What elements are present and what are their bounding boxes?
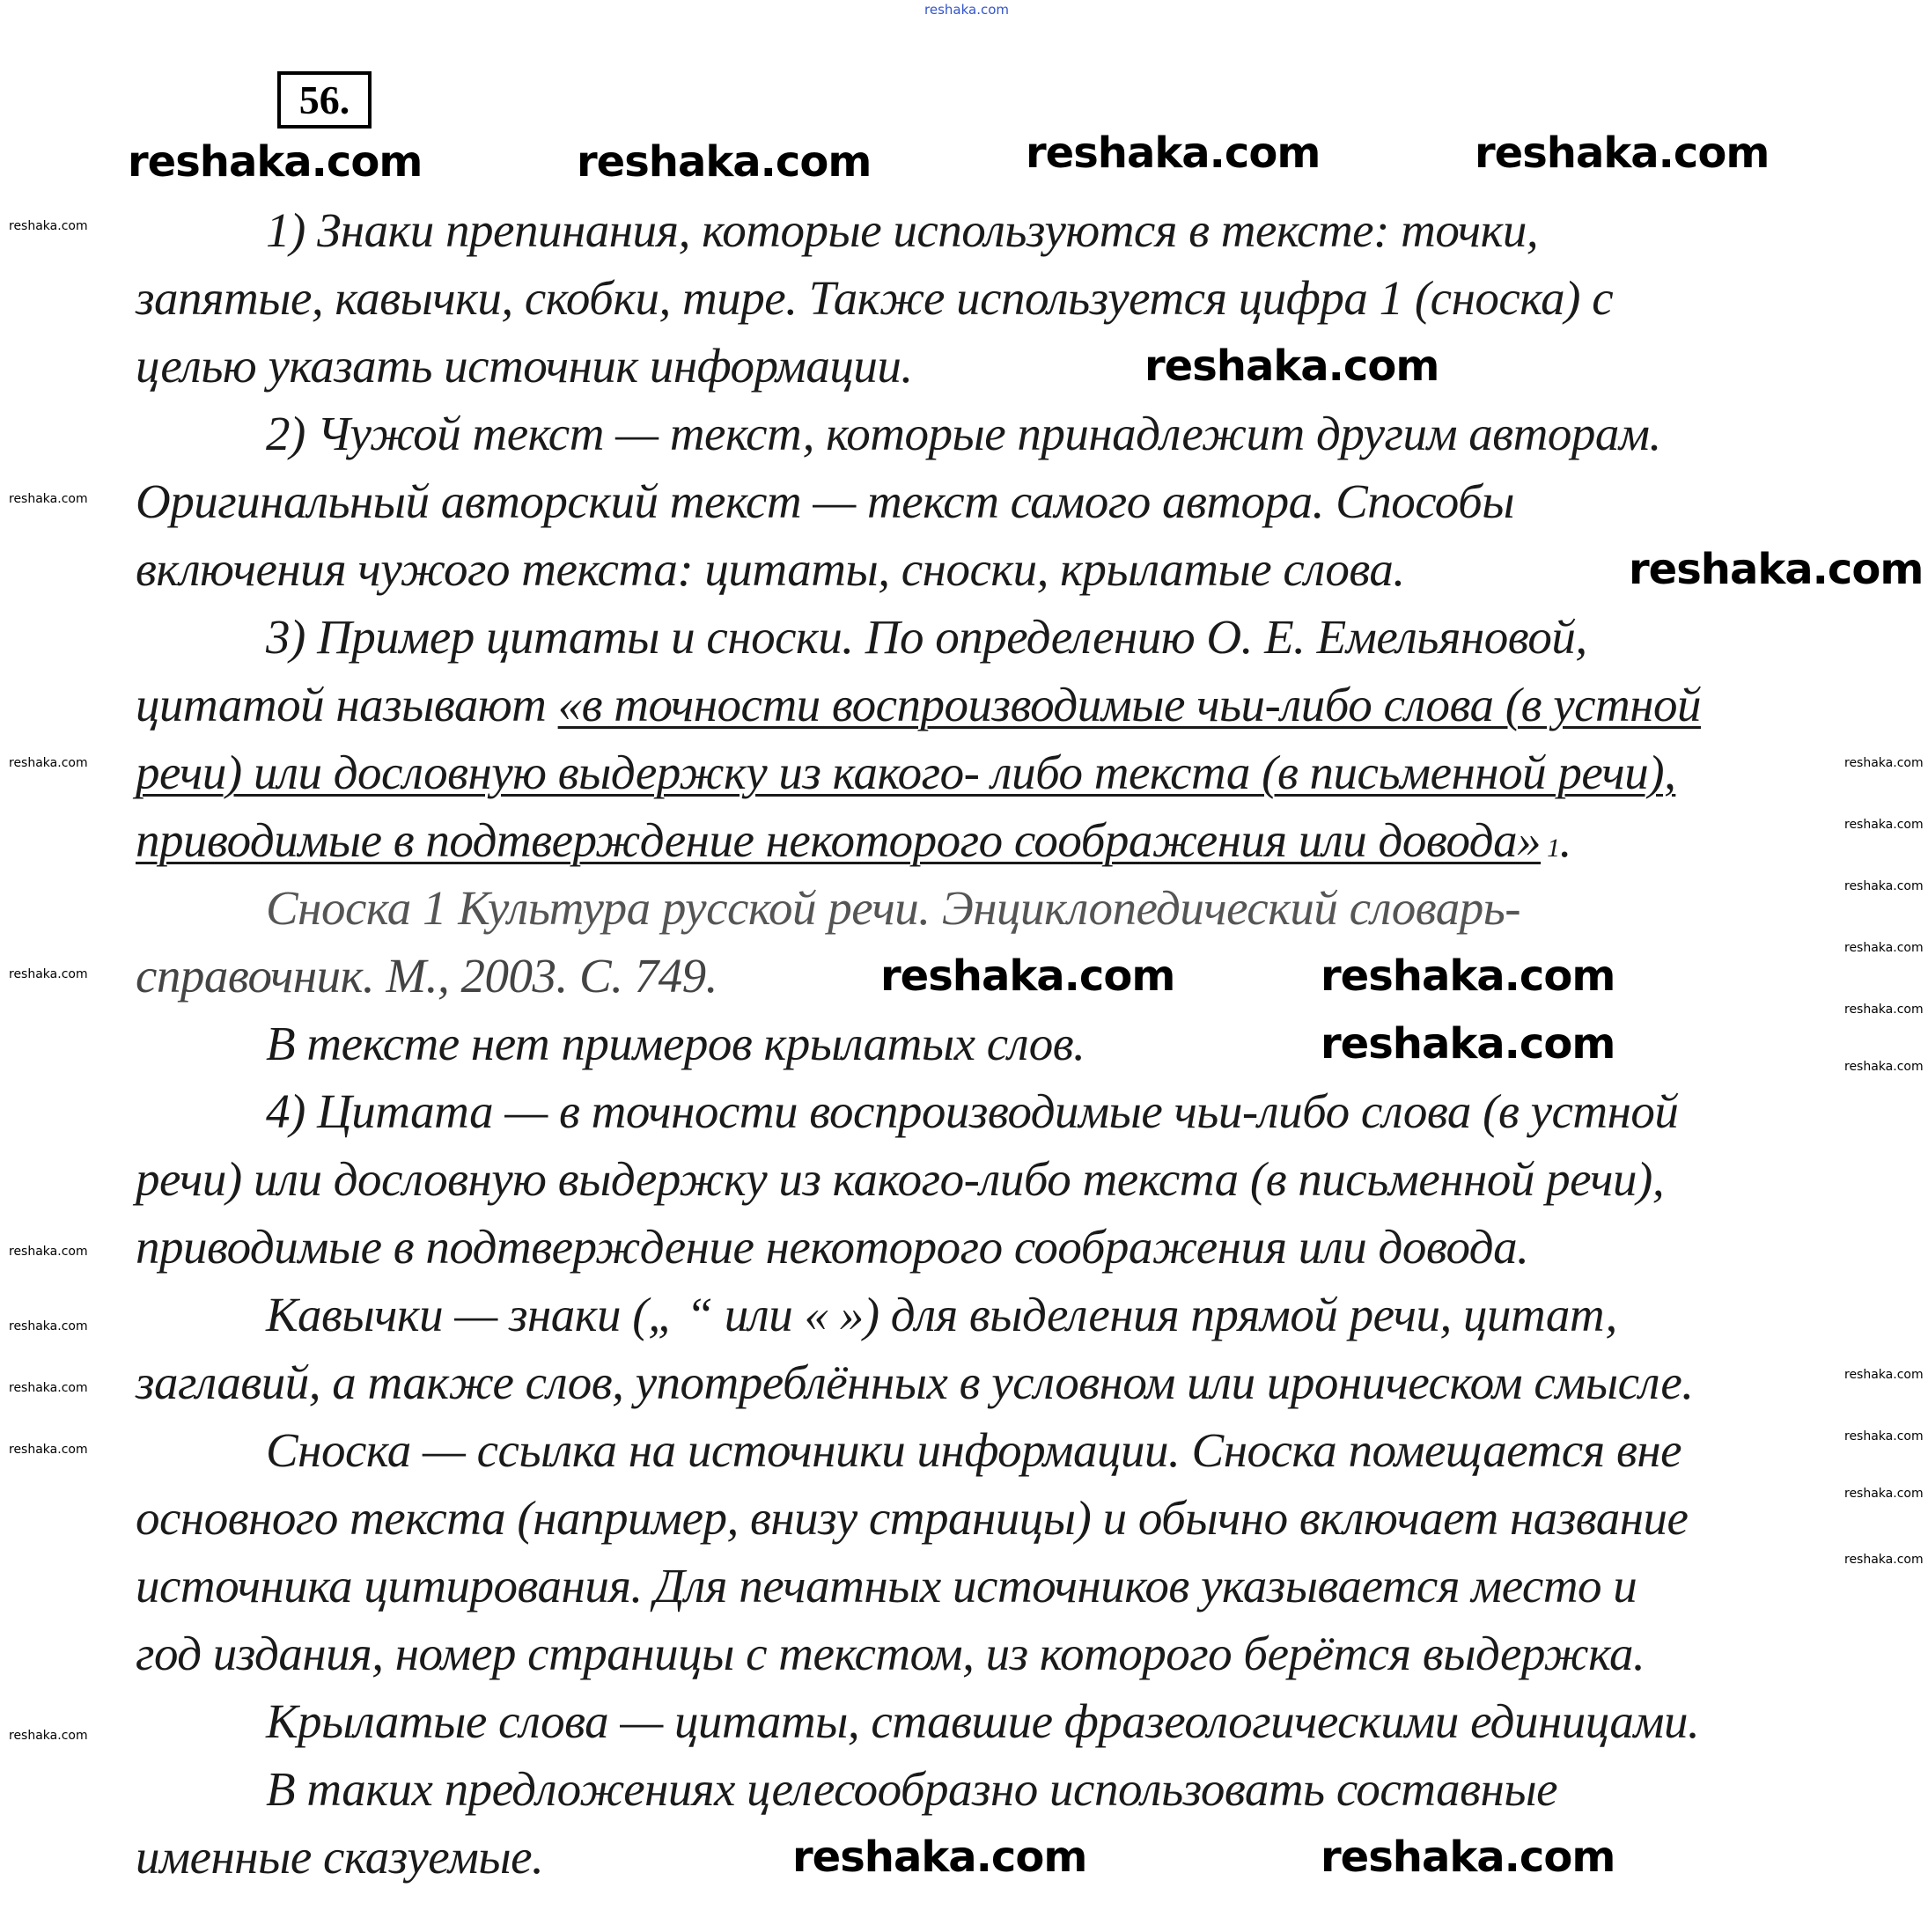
watermark: reshaka.com <box>1844 1368 1924 1382</box>
watermark: reshaka.com <box>1321 1833 1615 1882</box>
watermark: reshaka.com <box>1844 879 1924 893</box>
text-line: речи) или дословную выдержку из какого-либо текста (в письменной речи), <box>136 1152 1665 1206</box>
text-line: 3) Пример цитаты и сноски. По определению О. Е. Емельяновой, <box>266 610 1587 664</box>
watermark: reshaka.com <box>1144 342 1439 391</box>
exercise-number: 56. <box>277 71 372 129</box>
text-line: Кавычки — знаки („ “ или « ») для выделения прямой речи, цитат, <box>266 1288 1617 1341</box>
watermark: reshaka.com <box>792 1833 1087 1882</box>
text-line: приводимые в подтверждение некоторого соображения или довода. <box>136 1220 1529 1274</box>
text-line: целью указать источник информации. <box>136 339 913 393</box>
footnote-text: справочник. М., 2003. С. 749. <box>136 949 717 1003</box>
text-line: год издания, номер страницы с текстом, из которого берётся выдержка. <box>136 1627 1645 1680</box>
watermark: reshaka.com <box>880 951 1175 1001</box>
watermark: reshaka.com <box>1844 818 1924 832</box>
text-line: 2) Чужой текст — текст, которые принадлежит другим авторам. <box>266 407 1661 460</box>
quote-underlined: речи) или дословную выдержку из какого- либо текста (в письменной речи), <box>136 746 1676 799</box>
text-line: В тексте нет примеров крылатых слов. <box>266 1017 1085 1070</box>
watermark: reshaka.com <box>128 137 423 187</box>
watermark: reshaka.com <box>1629 545 1924 594</box>
footnote-text: Сноска 1 Культура русской речи. Энциклопедический словарь- <box>266 881 1521 935</box>
watermark: reshaka.com <box>9 967 88 981</box>
text-line <box>136 680 1701 729</box>
quote-underlined: «в точности воспроизводимые чьи-либо слова (в устной <box>557 678 1702 731</box>
text-line: запятые, кавычки, скобки, тире. Также используется цифра 1 (сноска) с <box>136 271 1614 325</box>
text-line: В таких предложениях целесообразно использовать составные <box>266 1762 1558 1816</box>
watermark: reshaka.com <box>1475 129 1770 178</box>
watermark: reshaka.com <box>9 1443 88 1457</box>
footnote-mark: 1 <box>1541 834 1560 863</box>
watermark: reshaka.com <box>9 1245 88 1259</box>
watermark: reshaka.com <box>1844 1003 1924 1017</box>
text-line: 4) Цитата — в точности воспроизводимые чьи-либо слова (в устной <box>266 1084 1679 1138</box>
text-segment: цитатой называют <box>136 678 558 731</box>
text-segment: . <box>1559 813 1571 867</box>
watermark: reshaka.com <box>9 1381 88 1395</box>
watermark: reshaka.com <box>924 2 1009 18</box>
watermark: reshaka.com <box>9 492 88 506</box>
text-line: заглавий, а также слов, употреблённых в условном или ироническом смысле. <box>136 1355 1694 1409</box>
watermark: reshaka.com <box>9 1729 88 1743</box>
text-line: источника цитирования. Для печатных источников указывается место и <box>136 1559 1637 1612</box>
text-line: Крылатые слова — цитаты, ставшие фразеологическими единицами. <box>266 1694 1700 1748</box>
text-line: основного текста (например, внизу страницы) и обычно включает название <box>136 1491 1689 1545</box>
text-line: именные сказуемые. <box>136 1830 544 1884</box>
watermark: reshaka.com <box>1844 1429 1924 1443</box>
watermark: reshaka.com <box>9 756 88 770</box>
watermark: reshaka.com <box>577 137 872 187</box>
watermark: reshaka.com <box>1321 951 1615 1001</box>
text-line: включения чужого текста: цитаты, сноски, крылатые слова. <box>136 542 1405 596</box>
watermark: reshaka.com <box>1844 941 1924 955</box>
watermark: reshaka.com <box>1844 756 1924 770</box>
watermark: reshaka.com <box>1844 1553 1924 1567</box>
text-line <box>136 813 1571 867</box>
watermark: reshaka.com <box>1844 1060 1924 1074</box>
quote-underlined: приводимые в подтверждение некоторого соображения или довода» <box>136 813 1542 867</box>
text-line: 1) Знаки препинания, которые используются в тексте: точки, <box>266 203 1539 257</box>
watermark: reshaka.com <box>1844 1487 1924 1501</box>
watermark: reshaka.com <box>9 1319 88 1333</box>
watermark: reshaka.com <box>9 219 88 233</box>
text-line: Оригинальный авторский текст — текст самого автора. Способы <box>136 474 1514 528</box>
watermark: reshaka.com <box>1321 1019 1615 1069</box>
watermark: reshaka.com <box>1026 129 1321 178</box>
text-line: Сноска — ссылка на источники информации. Сноска помещается вне <box>266 1423 1682 1477</box>
